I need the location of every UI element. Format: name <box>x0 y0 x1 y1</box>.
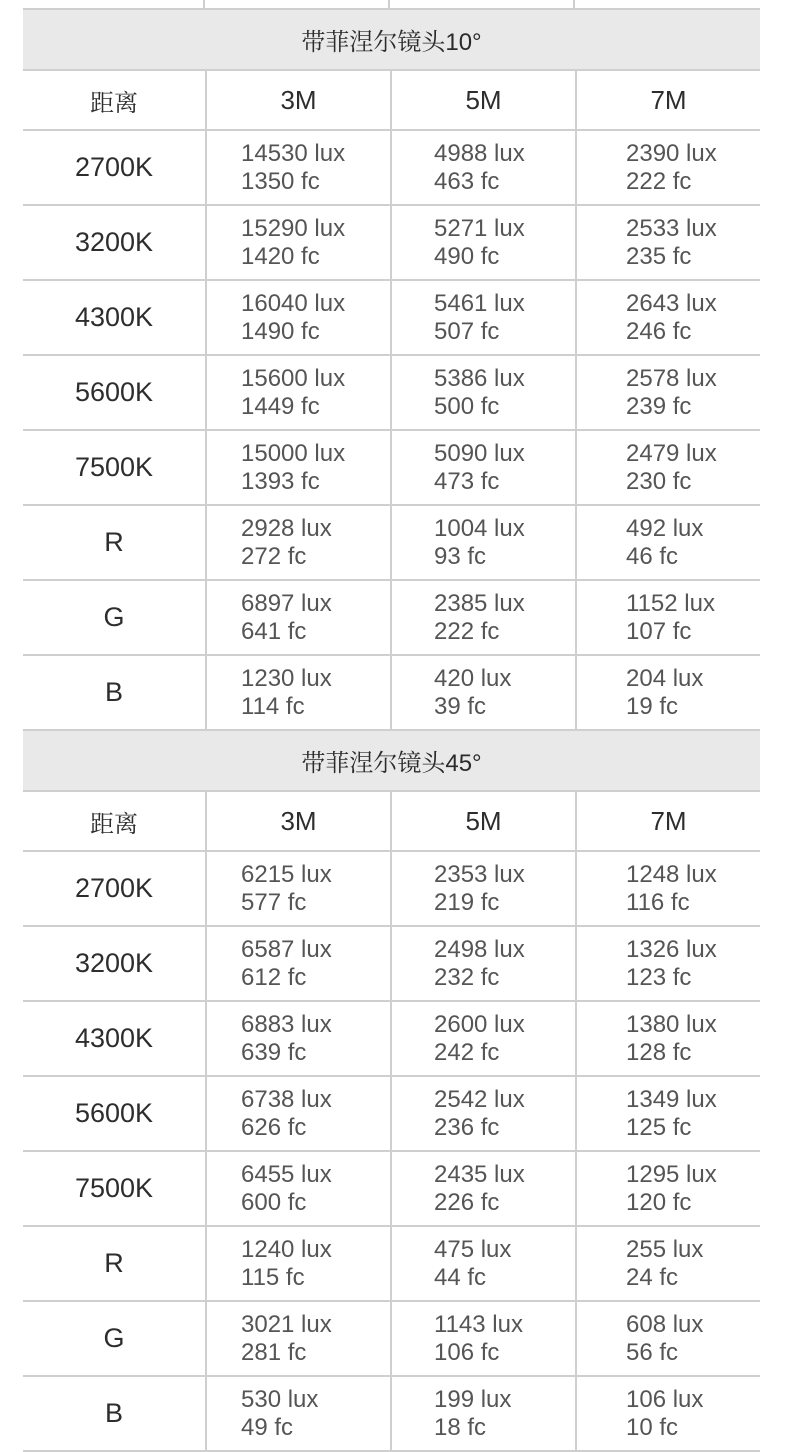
lux-value: 2928 lux <box>241 514 332 542</box>
lux-value: 5386 lux <box>434 364 525 392</box>
footcandle-value: 106 fc <box>434 1338 500 1366</box>
footcandle-value: 46 fc <box>626 542 679 570</box>
lux-value: 1326 lux <box>626 935 717 963</box>
table-row <box>23 356 760 431</box>
measurement-cell <box>205 1002 390 1075</box>
lux-value: 2533 lux <box>626 214 717 242</box>
measurement-cell <box>205 1152 390 1225</box>
table-title: 带菲涅尔镜头10° <box>23 10 760 71</box>
table-row <box>23 1377 760 1452</box>
footcandle-value: 500 fc <box>434 392 500 420</box>
table-row <box>23 1077 760 1152</box>
row-label: G <box>103 602 125 632</box>
footcandle-value: 639 fc <box>241 1038 307 1066</box>
measurement-cell <box>205 1077 390 1150</box>
measurement-cell <box>575 852 760 925</box>
lux-value: 16040 lux <box>241 289 346 317</box>
row-label: G <box>103 1323 125 1353</box>
measurement-cell <box>575 927 760 1000</box>
lux-value: 5461 lux <box>434 289 525 317</box>
illuminance-table <box>23 10 760 731</box>
footcandle-value: 39 fc <box>434 692 487 720</box>
measurement-cell <box>205 1302 390 1375</box>
measurement-cell <box>205 581 390 654</box>
footcandle-value: 235 fc <box>626 242 692 270</box>
footcandle-value: 10 fc <box>626 1413 679 1441</box>
footcandle-value: 463 fc <box>434 167 500 195</box>
measurement-cell <box>390 656 575 729</box>
measurement-cell <box>390 1302 575 1375</box>
footcandle-value: 226 fc <box>434 1188 500 1216</box>
footcandle-value: 115 fc <box>241 1263 305 1291</box>
footcandle-value: 239 fc <box>626 392 692 420</box>
measurement-cell <box>575 656 760 729</box>
header-distance-value: 7M <box>575 792 760 850</box>
header-distance-value: 7M <box>575 71 760 129</box>
measurement-cell <box>575 356 760 429</box>
row-label: 7500K <box>74 1173 154 1203</box>
measurement-cell <box>205 281 390 354</box>
footcandle-value: 114 fc <box>241 692 305 720</box>
lux-value: 1230 lux <box>241 664 332 692</box>
measurement-cell <box>205 506 390 579</box>
measurement-cell <box>575 1377 760 1450</box>
measurement-cell <box>390 131 575 204</box>
lux-value: 2578 lux <box>626 364 717 392</box>
lux-value: 3021 lux <box>241 1310 332 1338</box>
footcandle-value: 490 fc <box>434 242 500 270</box>
measurement-cell <box>205 131 390 204</box>
row-label: 3200K <box>74 227 154 257</box>
lux-value: 1152 lux <box>626 589 715 617</box>
table-title: 带菲涅尔镜头45° <box>23 731 760 792</box>
measurement-cell <box>390 581 575 654</box>
footcandle-value: 612 fc <box>241 963 307 991</box>
measurement-cell <box>205 1377 390 1450</box>
measurement-cell <box>575 131 760 204</box>
measurement-cell <box>205 431 390 504</box>
table-header-row <box>23 71 760 131</box>
footcandle-value: 507 fc <box>434 317 500 345</box>
footcandle-value: 116 fc <box>626 888 690 916</box>
header-distance-value: 3M <box>205 71 390 129</box>
measurement-cell <box>390 1152 575 1225</box>
table-row <box>23 431 760 506</box>
header-distance-value: 5M <box>390 792 575 850</box>
table-row <box>23 131 760 206</box>
footcandle-value: 626 fc <box>241 1113 307 1141</box>
table-header-row <box>23 792 760 852</box>
lux-value: 2385 lux <box>434 589 525 617</box>
lux-value: 15600 lux <box>241 364 346 392</box>
header-distance: 距离 <box>90 89 138 117</box>
photometric-tables <box>23 0 760 1452</box>
footcandle-value: 281 fc <box>241 1338 307 1366</box>
lux-value: 492 lux <box>626 514 704 542</box>
footcandle-value: 1393 fc <box>241 467 320 495</box>
lux-value: 2435 lux <box>434 1160 525 1188</box>
footcandle-value: 1420 fc <box>241 242 320 270</box>
lux-value: 6738 lux <box>241 1085 332 1113</box>
measurement-cell <box>390 1077 575 1150</box>
header-distance: 距离 <box>90 810 138 838</box>
table-row <box>23 852 760 927</box>
measurement-cell <box>575 506 760 579</box>
measurement-cell <box>205 852 390 925</box>
measurement-cell <box>390 1002 575 1075</box>
table-row <box>23 1302 760 1377</box>
footcandle-value: 24 fc <box>626 1263 679 1291</box>
measurement-cell <box>575 581 760 654</box>
measurement-cell <box>575 431 760 504</box>
lux-value: 608 lux <box>626 1310 704 1338</box>
measurement-cell <box>575 1152 760 1225</box>
measurement-cell <box>205 1227 390 1300</box>
row-label: R <box>104 527 124 557</box>
measurement-cell <box>575 1227 760 1300</box>
measurement-cell <box>390 1377 575 1450</box>
table-row <box>23 581 760 656</box>
footcandle-value: 49 fc <box>241 1413 294 1441</box>
table-row <box>23 281 760 356</box>
footcandle-value: 56 fc <box>626 1338 679 1366</box>
footcandle-value: 246 fc <box>626 317 692 345</box>
footcandle-value: 19 fc <box>626 692 679 720</box>
footcandle-value: 577 fc <box>241 888 307 916</box>
lux-value: 1248 lux <box>626 860 717 888</box>
row-label: 2700K <box>74 873 154 903</box>
footcandle-value: 272 fc <box>241 542 307 570</box>
footcandle-value: 242 fc <box>434 1038 500 1066</box>
lux-value: 2643 lux <box>626 289 717 317</box>
lux-value: 255 lux <box>626 1235 704 1263</box>
footcandle-value: 44 fc <box>434 1263 487 1291</box>
lux-value: 6455 lux <box>241 1160 332 1188</box>
lux-value: 6587 lux <box>241 935 332 963</box>
footcandle-value: 222 fc <box>626 167 692 195</box>
lux-value: 420 lux <box>434 664 512 692</box>
measurement-cell <box>575 1302 760 1375</box>
table-row <box>23 1152 760 1227</box>
footcandle-value: 219 fc <box>434 888 500 916</box>
lux-value: 6883 lux <box>241 1010 332 1038</box>
row-label: B <box>104 1398 123 1428</box>
measurement-cell <box>390 356 575 429</box>
table-row <box>23 927 760 1002</box>
footcandle-value: 1490 fc <box>241 317 320 345</box>
lux-value: 1240 lux <box>241 1235 332 1263</box>
measurement-cell <box>575 1077 760 1150</box>
lux-value: 2479 lux <box>626 439 717 467</box>
lux-value: 2600 lux <box>434 1010 525 1038</box>
row-label: B <box>104 677 123 707</box>
header-distance-value: 3M <box>205 792 390 850</box>
measurement-cell <box>205 206 390 279</box>
footcandle-value: 600 fc <box>241 1188 307 1216</box>
lux-value: 1004 lux <box>434 514 525 542</box>
measurement-cell <box>390 431 575 504</box>
table-row <box>23 1002 760 1077</box>
row-label: 7500K <box>74 452 154 482</box>
measurement-cell <box>390 1227 575 1300</box>
footcandle-value: 1350 fc <box>241 167 320 195</box>
lux-value: 2390 lux <box>626 139 717 167</box>
table-row <box>23 506 760 581</box>
lux-value: 5090 lux <box>434 439 525 467</box>
lux-value: 15290 lux <box>241 214 346 242</box>
footcandle-value: 1449 fc <box>241 392 320 420</box>
previous-table-edge <box>23 0 760 10</box>
footcandle-value: 236 fc <box>434 1113 500 1141</box>
illuminance-table <box>23 731 760 1452</box>
row-label: 5600K <box>74 1098 154 1128</box>
footcandle-value: 473 fc <box>434 467 500 495</box>
measurement-cell <box>390 852 575 925</box>
lux-value: 6897 lux <box>241 589 332 617</box>
measurement-cell <box>575 206 760 279</box>
header-distance-value: 5M <box>390 71 575 129</box>
lux-value: 204 lux <box>626 664 704 692</box>
lux-value: 199 lux <box>434 1385 512 1413</box>
footcandle-value: 93 fc <box>434 542 487 570</box>
row-label: 4300K <box>74 302 154 332</box>
row-label: 4300K <box>74 1023 154 1053</box>
footcandle-value: 230 fc <box>626 467 692 495</box>
measurement-cell <box>575 281 760 354</box>
lux-value: 4988 lux <box>434 139 525 167</box>
lux-value: 530 lux <box>241 1385 319 1413</box>
lux-value: 475 lux <box>434 1235 512 1263</box>
footcandle-value: 123 fc <box>626 963 692 991</box>
measurement-cell <box>390 206 575 279</box>
measurement-cell <box>390 506 575 579</box>
row-label: 5600K <box>74 377 154 407</box>
footcandle-value: 641 fc <box>241 617 307 645</box>
lux-value: 15000 lux <box>241 439 346 467</box>
row-label: 2700K <box>74 152 154 182</box>
lux-value: 6215 lux <box>241 860 332 888</box>
measurement-cell <box>205 656 390 729</box>
footcandle-value: 18 fc <box>434 1413 487 1441</box>
measurement-cell <box>575 1002 760 1075</box>
measurement-cell <box>390 927 575 1000</box>
measurement-cell <box>390 281 575 354</box>
footcandle-value: 120 fc <box>626 1188 692 1216</box>
footcandle-value: 232 fc <box>434 963 500 991</box>
lux-value: 1349 lux <box>626 1085 717 1113</box>
measurement-cell <box>205 927 390 1000</box>
footcandle-value: 107 fc <box>626 617 692 645</box>
lux-value: 2353 lux <box>434 860 525 888</box>
lux-value: 5271 lux <box>434 214 525 242</box>
lux-value: 1295 lux <box>626 1160 717 1188</box>
lux-value: 106 lux <box>626 1385 704 1413</box>
footcandle-value: 222 fc <box>434 617 500 645</box>
lux-value: 2498 lux <box>434 935 525 963</box>
row-label: R <box>104 1248 124 1278</box>
lux-value: 14530 lux <box>241 139 346 167</box>
table-row <box>23 206 760 281</box>
footcandle-value: 125 fc <box>626 1113 692 1141</box>
footcandle-value: 128 fc <box>626 1038 692 1066</box>
lux-value: 2542 lux <box>434 1085 525 1113</box>
row-label: 3200K <box>74 948 154 978</box>
lux-value: 1143 lux <box>434 1310 523 1338</box>
measurement-cell <box>205 356 390 429</box>
table-row <box>23 656 760 731</box>
lux-value: 1380 lux <box>626 1010 717 1038</box>
table-row <box>23 1227 760 1302</box>
